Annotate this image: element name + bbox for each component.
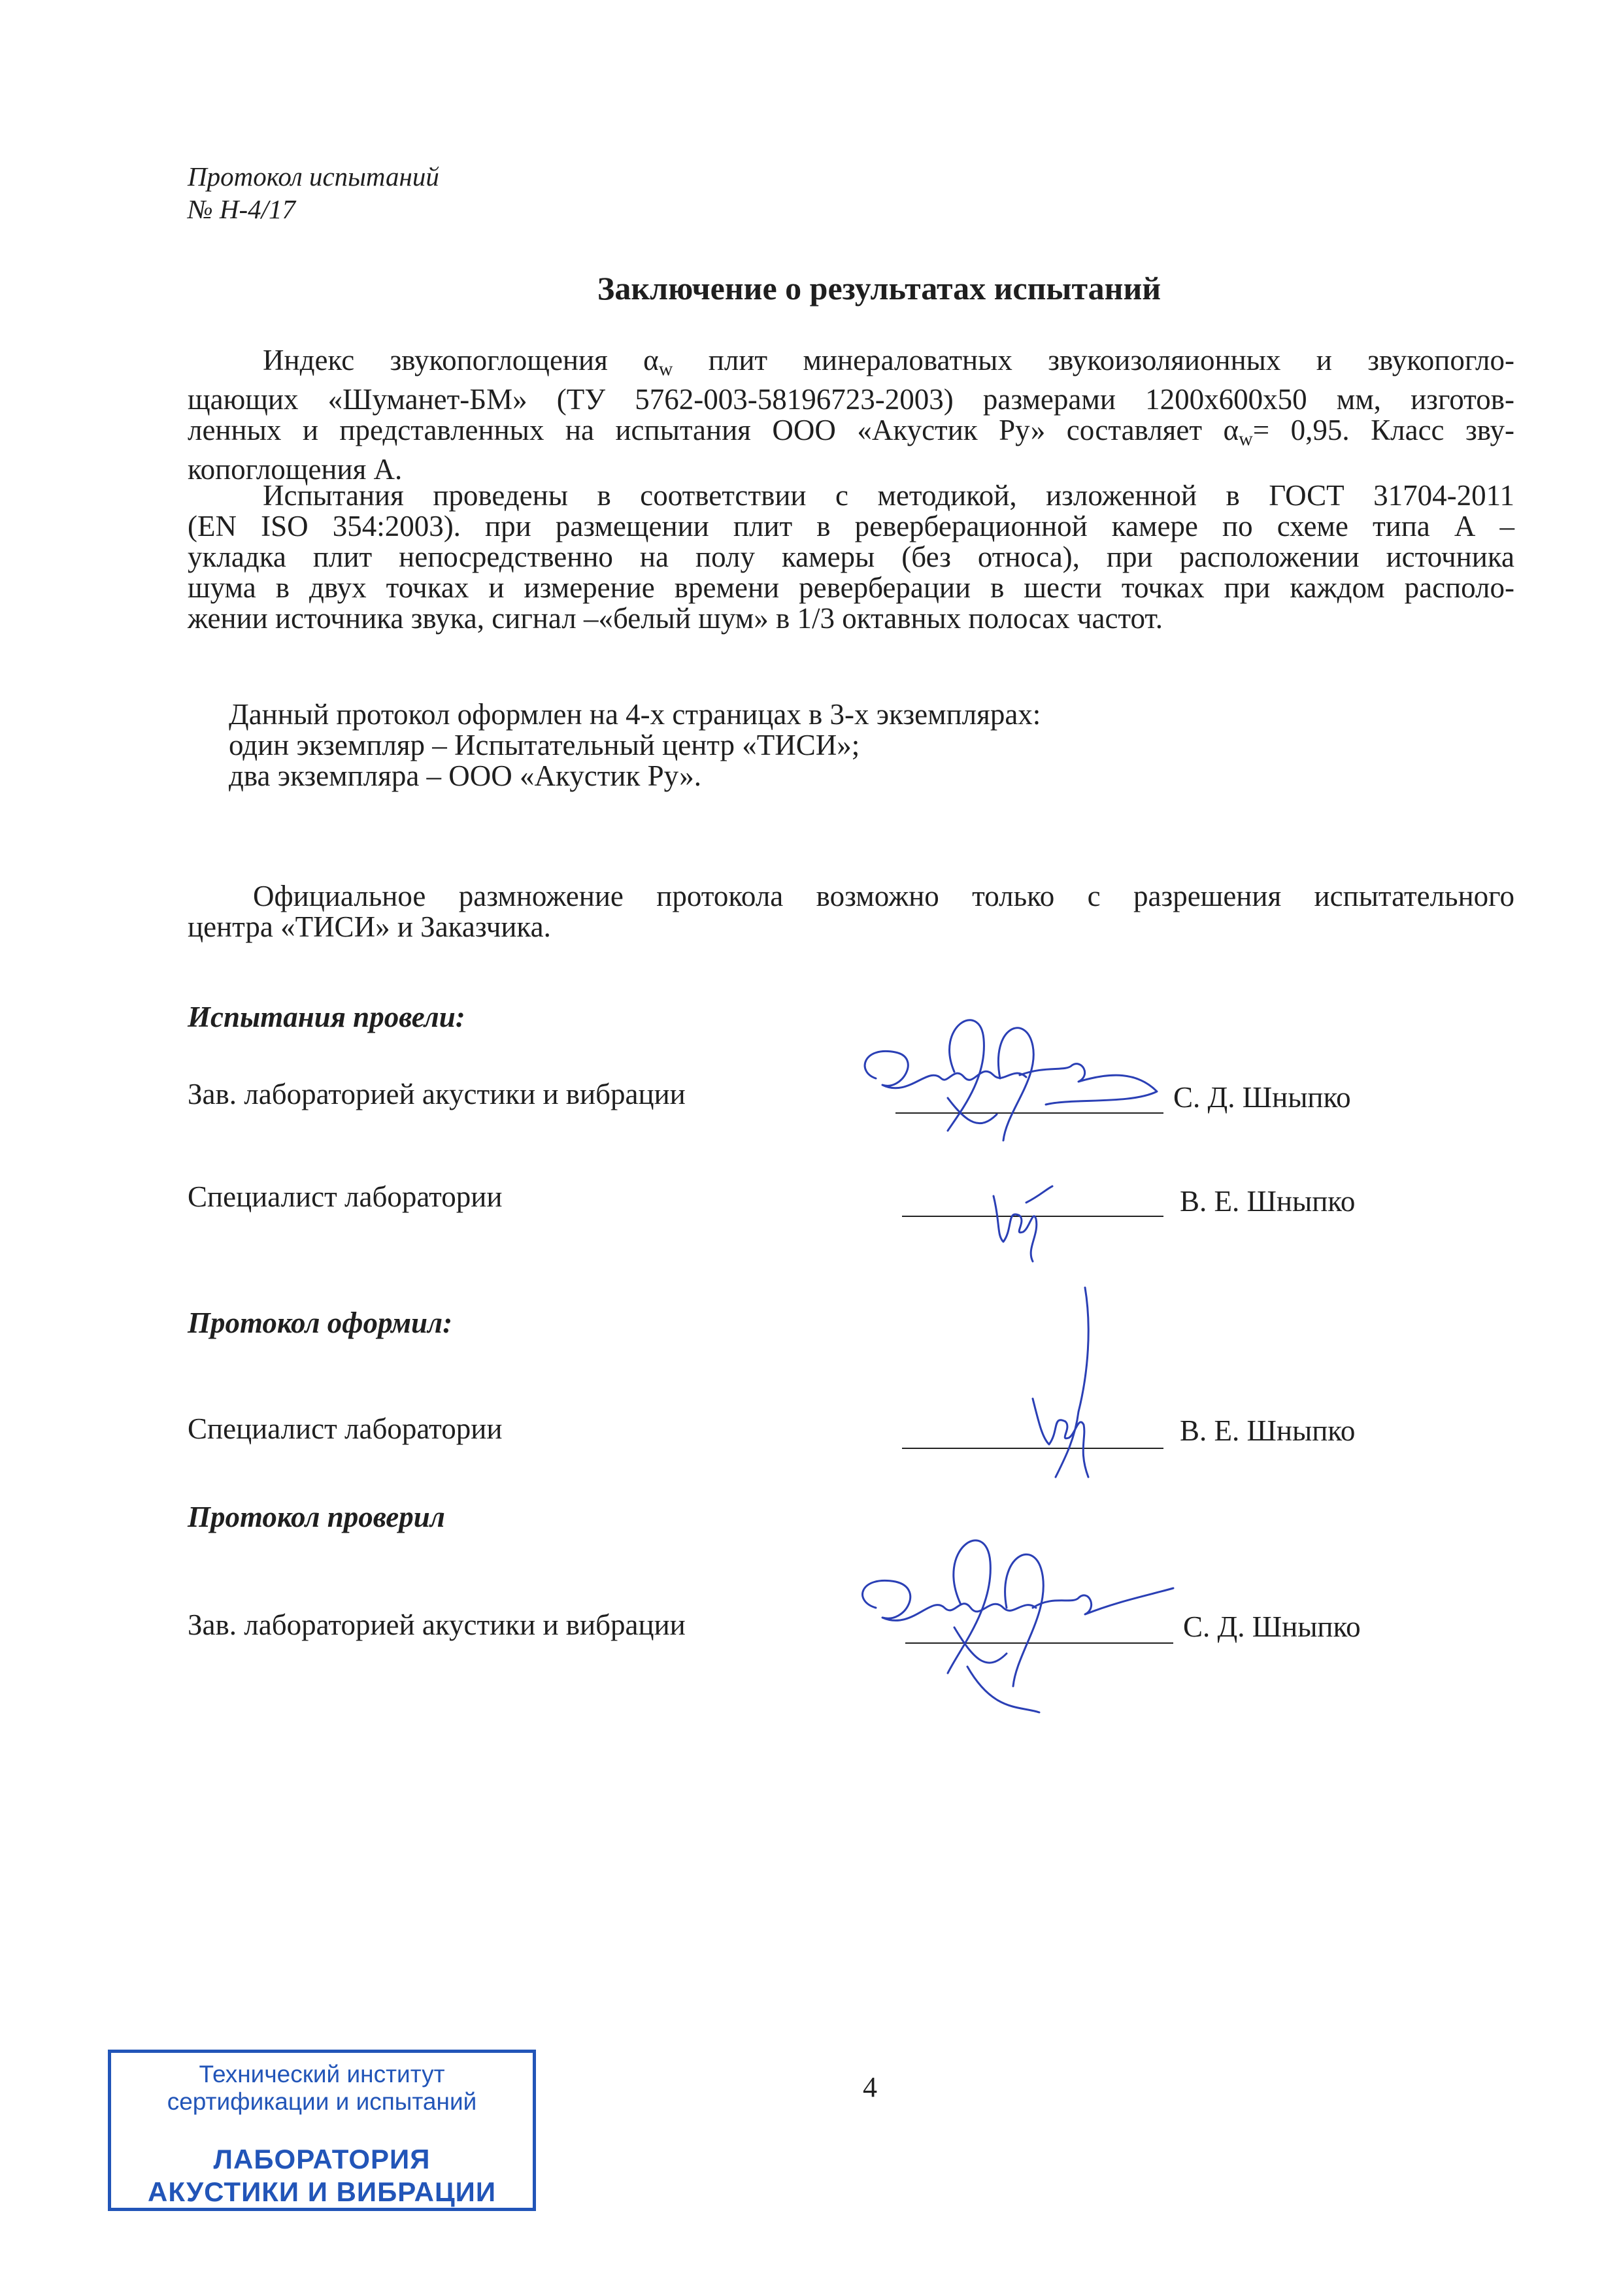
stamp-line: ЛАБОРАТОРИЯ [213,2144,431,2174]
signatory-name: В. Е. Шныпко [1180,1185,1356,1218]
paragraph-line: щающих «Шуманет-БМ» (ТУ 5762-003-58196723-2003) размерами 1200х600х50 мм, изготов- [188,383,1514,416]
signature-specialist-1 [980,1183,1059,1268]
protocol-number: № Н-4/17 [188,194,296,224]
signature-specialist-2 [1026,1281,1118,1497]
copies-list [229,699,1041,791]
conclusion-paragraph [188,345,1514,485]
signature-head-1 [850,1000,1163,1150]
paragraph-line: Официальное размножение протокола возможно только с разрешения испытательного [253,880,1514,912]
paragraph-line: укладка плит непосредственно на полу камеры (без относа), при расположении источника [188,541,1514,573]
paragraph-line: Испытания проведены в соответствии с методикой, изложенной в ГОСТ 31704-2011 [263,479,1514,512]
signatory-role: Зав. лабораторией акустики и вибрации [188,1078,686,1110]
signatory-role: Зав. лабораторией акустики и вибрации [188,1608,686,1641]
paragraph-line: (EN ISO 354:2003). при размещении плит в реверберационной камере по схеме типа А – [188,510,1514,542]
stamp-laboratory [111,2143,533,2208]
section-tested-by: Испытания провели: [188,1001,465,1033]
protocol-label: Протокол испытаний [188,161,439,191]
stamp-line: сертификации и испытаний [167,2088,477,2115]
copies-item: один экземпляр – Испытательный центр «ТИСИ»; [229,729,860,761]
paragraph-line: шума в двух точках и измерение времени реверберации в шести точках при каждом располо- [188,571,1514,604]
paragraph-line: Индекс звукопоглощения $\alpha_w$ плит минераловатных звукоизоляионных и звукопогло- [263,344,1514,380]
page-number: 4 [863,2071,877,2103]
paragraph-line: копоглощения А. [188,453,403,486]
section-prepared-by: Протокол оформил: [188,1306,453,1339]
paragraph-line: центра «ТИСИ» и Заказчика. [188,910,551,943]
page-title: Заключение о результатах испытаний [597,270,1161,307]
copies-item: два экземпляра – ООО «Акустик Ру». [229,759,701,792]
paragraph-line: ленных и представленных на испытания ООО «Акустик Ру» составляет $\alpha_w= 0,95$. Класс зву- [188,414,1514,450]
stamp-line: Технический институт [199,2061,445,2088]
paragraph-line: жении источника звука, сигнал –«белый шум» в 1/3 октавных полосах частот. [188,602,1163,635]
method-paragraph [188,480,1514,634]
signatory-role: Специалист лаборатории [188,1180,503,1213]
signatory-role: Специалист лаборатории [188,1412,503,1445]
signature-head-2 [850,1516,1177,1725]
reproduction-paragraph [188,881,1514,942]
section-checked-by: Протокол проверил [188,1501,445,1533]
copies-intro: Данный протокол оформлен на 4-х страницах в 3-х экземплярах: [229,698,1041,731]
stamp-line: АКУСТИКИ И ВИБРАЦИИ [147,2176,497,2207]
signatory-name: С. Д. Шныпко [1183,1610,1361,1643]
signatory-name: В. Е. Шныпко [1180,1414,1356,1447]
stamp-institute [111,2061,533,2116]
signatory-name: С. Д. Шныпко [1173,1081,1351,1114]
lab-stamp [108,2050,536,2211]
